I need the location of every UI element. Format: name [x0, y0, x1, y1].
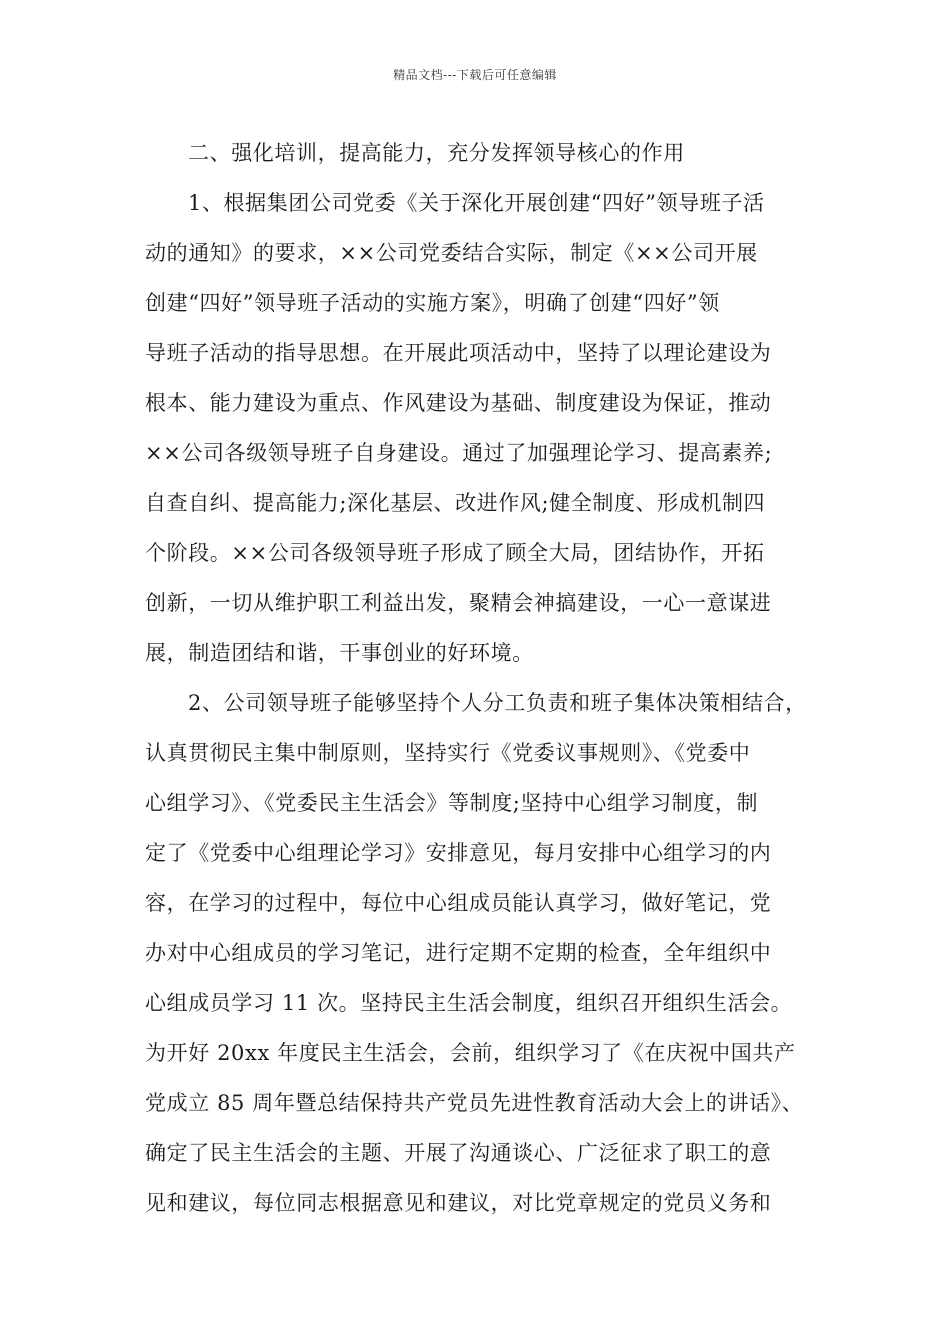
page-header: 精品文档---下载后可任意编辑 [393, 68, 557, 82]
paragraph-1-line-3: 创建“四好”领导班子活动的实施方案》，明确了创建“四好”领 [145, 291, 720, 315]
paragraph-2-line-9: 党成立 85 周年暨总结保持共产党员先进性教育活动大会上的讲话》、 [145, 1091, 804, 1115]
paragraph-2-line-7: 心组成员学习 11 次。坚持民主生活会制度，组织召开组织生活会。 [145, 991, 793, 1015]
paragraph-1-line-8: 个阶段。××公司各级领导班子形成了顾全大局，团结协作，开拓 [145, 541, 765, 565]
paragraph-2-line-4: 定了《党委中心组理论学习》安排意见，每月安排中心组学习的内 [145, 841, 772, 865]
paragraph-1-line-4: 导班子活动的指导思想。在开展此项活动中，坚持了以理论建设为 [145, 341, 772, 365]
paragraph-1-line-7: 自查自纠、提高能力;深化基层、改进作风;健全制度、形成机制四 [145, 491, 766, 515]
paragraph-1-line-1: 1、根据集团公司党委《关于深化开展创建“四好”领导班子活 [188, 191, 765, 215]
paragraph-1-line-10: 展，制造团结和谐，干事创业的好环境。 [145, 641, 534, 665]
paragraph-2-line-10: 确定了民主生活会的主题、开展了沟通谈心、广泛征求了职工的意 [145, 1141, 772, 1165]
paragraph-1-line-5: 根本、能力建设为重点、作风建设为基础、制度建设为保证，推动 [145, 391, 772, 415]
section-heading: 二、强化培训，提高能力，充分发挥领导核心的作用 [188, 141, 685, 165]
paragraph-1-line-2: 动的通知》的要求，××公司党委结合实际，制定《××公司开展 [145, 241, 758, 265]
paragraph-2-line-2: 认真贯彻民主集中制原则，坚持实行《党委议事规则》、《党委中 [145, 741, 751, 765]
paragraph-1-line-6: ××公司各级领导班子自身建设。通过了加强理论学习、提高素养; [145, 441, 773, 465]
paragraph-2-line-1: 2、公司领导班子能够坚持个人分工负责和班子集体决策相结合， [188, 691, 807, 715]
paragraph-2-line-6: 办对中心组成员的学习笔记，进行定期不定期的检查，全年组织中 [145, 941, 772, 965]
paragraph-1-line-9: 创新，一切从维护职工利益出发，聚精会神搞建设，一心一意谋进 [145, 591, 772, 615]
paragraph-2-line-3: 心组学习》、《党委民主生活会》等制度;坚持中心组学习制度，制 [145, 791, 759, 815]
paragraph-2-line-11: 见和建议，每位同志根据意见和建议，对比党章规定的党员义务和 [145, 1191, 772, 1215]
paragraph-2-line-8: 为开好 20xx 年度民主生活会，会前，组织学习了《在庆祝中国共产 [145, 1041, 796, 1065]
paragraph-2-line-5: 容，在学习的过程中，每位中心组成员能认真学习，做好笔记，党 [145, 891, 772, 915]
